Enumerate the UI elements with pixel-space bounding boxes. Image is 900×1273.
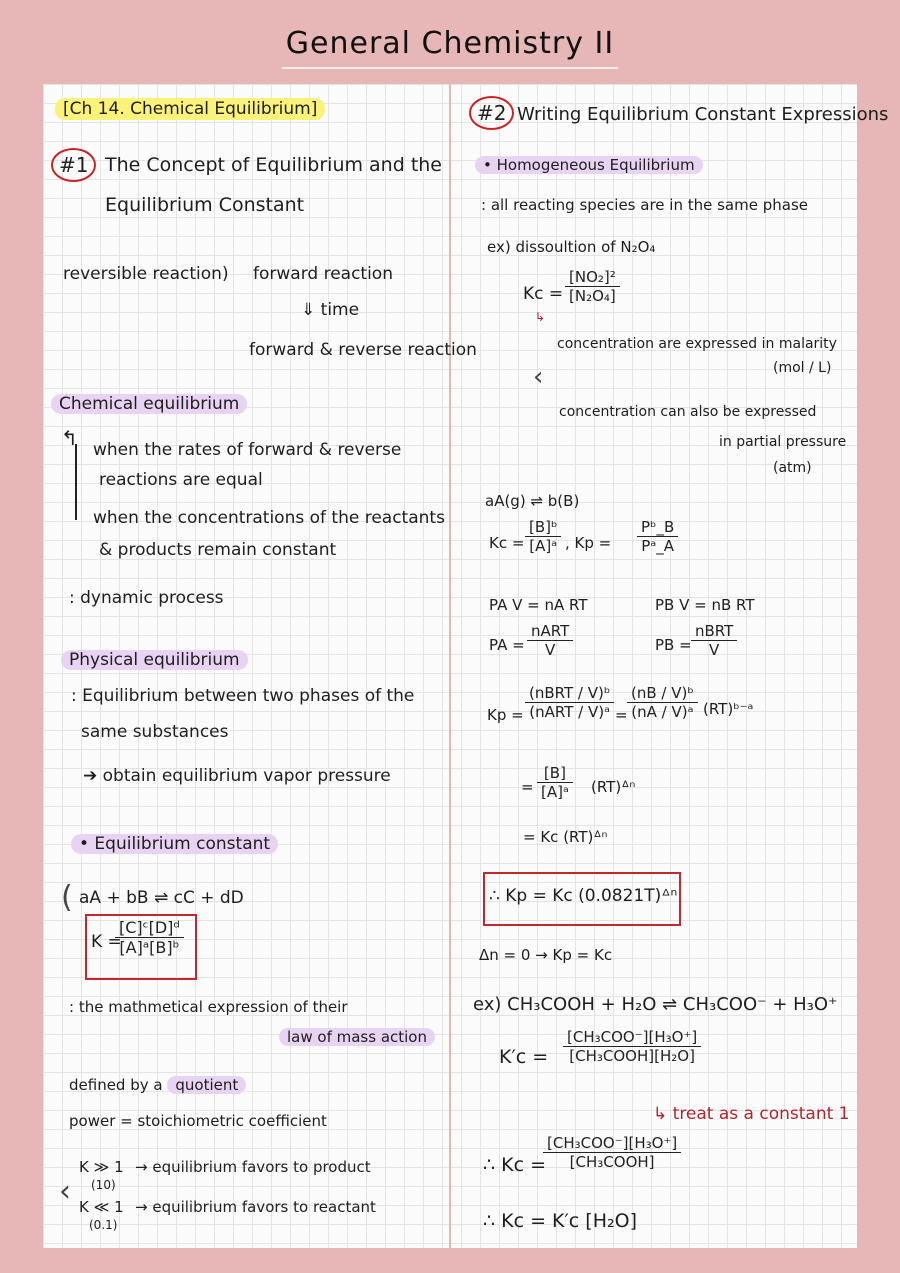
- kc-gen-fraction: [525, 518, 561, 555]
- pa-num: nART: [527, 622, 573, 641]
- kp-derive-num: (nBRT / V)ᵇ: [525, 684, 614, 703]
- pa-label: PA =: [489, 636, 525, 654]
- kp-gen-label: , Kp =: [565, 534, 612, 552]
- kc-simplified-num: [CH₃COO⁻][H₃O⁺]: [543, 1134, 681, 1153]
- line3-den: [A]ᵃ: [541, 783, 569, 801]
- time-arrow: ⇓ time: [301, 300, 360, 320]
- dynamic-process: : dynamic process: [69, 588, 224, 608]
- column-divider: [449, 84, 451, 1248]
- power-coefficient: power = stoichiometric coefficient: [69, 1112, 327, 1130]
- quotient: quotient: [167, 1076, 246, 1094]
- kp-n-fraction: [627, 684, 698, 721]
- kc-gen-label: Kc =: [489, 534, 525, 552]
- k-small-sub: (0.1): [89, 1218, 118, 1232]
- cond-2: when the concentrations of the reactants: [93, 508, 445, 528]
- chemical-equilibrium-heading: Chemical equilibrium: [51, 394, 247, 414]
- section-1-title-2: Equilibrium Constant: [105, 194, 305, 216]
- kp-n-num: (nB / V)ᵇ: [627, 684, 698, 703]
- section-1-badge: #1: [51, 148, 96, 182]
- notebook-sheet: [43, 84, 889, 1248]
- general-gas-reaction: aA(g) ⇌ b(B): [485, 492, 580, 510]
- kp-derive-den: (nART / V)ᵃ: [529, 703, 610, 721]
- physical-equilibrium-heading: Physical equilibrium: [61, 650, 248, 670]
- section-2-title: Writing Equilibrium Constant Expressions: [517, 104, 889, 125]
- k-label: K =: [91, 932, 122, 952]
- kc-gen-num: [B]ᵇ: [525, 518, 561, 537]
- molarity-note: concentration are expressed in malarity: [557, 336, 837, 352]
- pb-den: V: [709, 641, 720, 659]
- defined-by: [69, 1076, 246, 1094]
- curl-arrow-icon: ↰: [61, 426, 78, 450]
- kc-simplified-fraction: [543, 1134, 681, 1171]
- line3-eq: =: [521, 778, 534, 796]
- defined-by-text: defined by a: [69, 1076, 163, 1094]
- kp-derive-label: Kp =: [487, 706, 524, 724]
- kc-prime-den: [CH₃COOH][H₂O]: [569, 1047, 695, 1065]
- pressure-note: concentration can also be expressed: [559, 404, 817, 420]
- pa-fraction: [527, 622, 573, 659]
- homog-desc: : all reacting species are in the same phase: [481, 196, 808, 214]
- delta-n-zero: Δn = 0 → Kp = Kc: [479, 946, 613, 964]
- angle-bracket-icon: ‹: [59, 1174, 71, 1209]
- kp-gen-den: Pᵃ_A: [641, 537, 674, 555]
- k-small: K ≪ 1: [79, 1198, 124, 1216]
- kp-gen-fraction: [637, 518, 678, 555]
- k-small-text: → equilibrium favors to reactant: [135, 1198, 376, 1216]
- reversible-label: reversible reaction): [63, 264, 229, 284]
- eq-constant-heading: • Equilibrium constant: [71, 834, 278, 854]
- page-header: [0, 0, 900, 84]
- atm-unit: (atm): [773, 460, 812, 476]
- kp-gen-num: Pᵇ_B: [637, 518, 678, 537]
- cond-1: when the rates of forward & reverse: [93, 440, 402, 460]
- homogeneous-heading: • Homogeneous Equilibrium: [475, 156, 703, 174]
- kc-simplified-label: ∴ Kc =: [483, 1154, 546, 1176]
- curve-arrow-icon: (: [61, 880, 73, 915]
- rt-power: (RT)ᵇ⁻ᵃ: [703, 700, 754, 718]
- line4: = Kc (RT)ᐞⁿ: [523, 828, 608, 846]
- kc-label: Kc =: [523, 284, 564, 304]
- title-underline: [282, 67, 618, 69]
- cond-2b: & products remain constant: [99, 540, 337, 560]
- line3-fraction: [537, 764, 573, 801]
- pb-num: nBRT: [691, 622, 737, 641]
- pbv-equation: PB V = nB RT: [655, 596, 755, 614]
- red-arrow-icon: ↳: [535, 310, 546, 324]
- kp-equals: =: [615, 706, 628, 724]
- pb-fraction: [691, 622, 737, 659]
- vapor-pressure: ➔ obtain equilibrium vapor pressure: [83, 766, 391, 786]
- kc-fraction: [565, 268, 620, 305]
- kp-n-den: (nA / V)ᵃ: [631, 703, 694, 721]
- law-mass-action: law of mass action: [279, 1028, 435, 1046]
- kp-final: ∴ Kp = Kc (0.0821T)ᐞⁿ: [489, 886, 678, 906]
- angle-icon: ‹: [533, 362, 544, 392]
- chapter-heading: [Ch 14. Chemical Equilibrium]: [55, 98, 325, 120]
- phys-desc-2: same substances: [81, 722, 229, 742]
- kc-prime-fraction: [563, 1028, 701, 1065]
- line3-num: [B]: [537, 764, 573, 783]
- k-big: K ≫ 1: [79, 1158, 124, 1176]
- acetic-reaction: ex) CH₃COOH + H₂O ⇌ CH₃COO⁻ + H₃O⁺: [473, 994, 838, 1015]
- kp-derive-fraction: [525, 684, 614, 721]
- molarity-unit: (mol / L): [773, 360, 832, 376]
- kc-prime-label: K′c =: [499, 1046, 549, 1068]
- k-numerator: [C]ᶜ[D]ᵈ: [115, 918, 184, 938]
- general-reaction: aA + bB ⇌ cC + dD: [79, 888, 244, 908]
- kc-gen-den: [A]ᵃ: [529, 537, 558, 555]
- kc-denominator: [N₂O₄]: [569, 287, 616, 305]
- k-denominator: [A]ᵃ[B]ᵇ: [119, 938, 180, 957]
- k-fraction: [115, 918, 184, 957]
- line3-rt: (RT)ᐞⁿ: [591, 778, 636, 796]
- k-big-text: → equilibrium favors to product: [135, 1158, 371, 1176]
- section-2-badge: #2: [469, 96, 514, 130]
- treat-constant-note: ↳ treat as a constant 1: [653, 1104, 850, 1124]
- kc-final: ∴ Kc = K′c [H₂O]: [483, 1210, 637, 1232]
- page-title: General Chemistry II: [285, 26, 615, 61]
- section-1-title: The Concept of Equilibrium and the: [105, 154, 442, 176]
- kc-prime-num: [CH₃COO⁻][H₃O⁺]: [563, 1028, 701, 1047]
- forward-reaction: forward reaction: [253, 264, 393, 284]
- kc-numerator: [NO₂]²: [565, 268, 620, 287]
- math-expression: : the mathmetical expression of their: [69, 998, 348, 1016]
- pav-equation: PA V = nA RT: [489, 596, 588, 614]
- pa-den: V: [545, 641, 556, 659]
- pressure-note-b: in partial pressure: [719, 434, 847, 450]
- kc-simplified-den: [CH₃COOH]: [569, 1153, 655, 1171]
- cond-1b: reactions are equal: [99, 470, 263, 490]
- n2o4-example: ex) dissoultion of N₂O₄: [487, 238, 656, 256]
- phys-desc-1: : Equilibrium between two phases of the: [71, 686, 415, 706]
- bracket: [75, 444, 77, 520]
- forward-reverse: forward & reverse reaction: [249, 340, 477, 360]
- pb-label: PB =: [655, 636, 692, 654]
- k-big-sub: (10): [91, 1178, 116, 1192]
